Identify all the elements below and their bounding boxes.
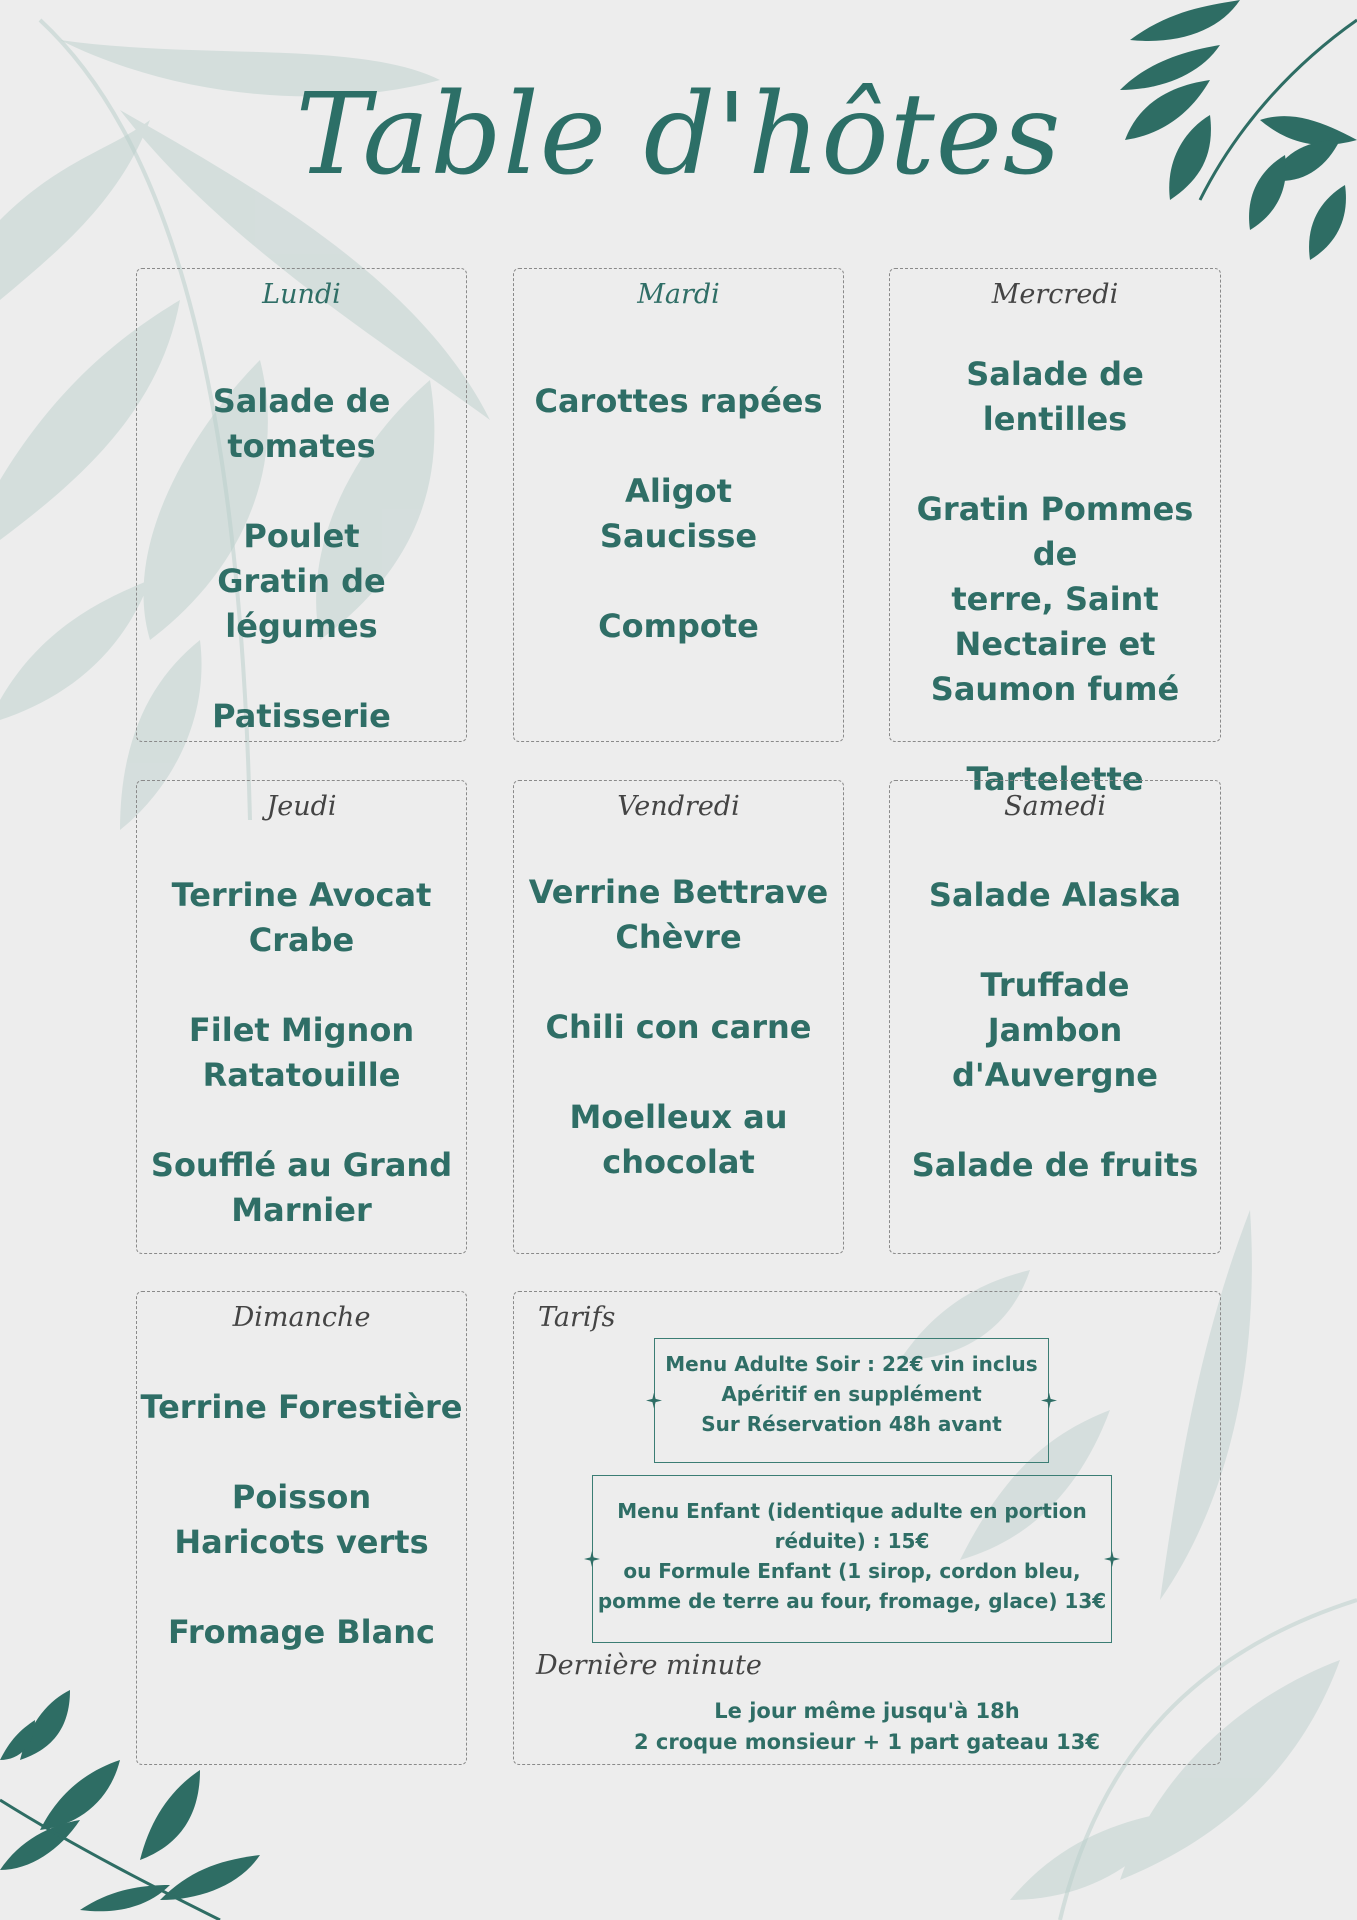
dessert: Patisserie [212, 697, 391, 735]
child-menu-line: réduite) : 15€ [774, 1529, 930, 1553]
main-course: Poisson Haricots verts [174, 1478, 429, 1561]
dessert: Moelleux au chocolat [569, 1098, 788, 1181]
main-course: Poulet Gratin de légumes [217, 517, 386, 645]
day-label: Lundi [262, 279, 341, 310]
dessert: Compote [598, 607, 759, 645]
day-card-dimanche [136, 1291, 467, 1765]
day-card-jeudi [136, 780, 467, 1254]
starter: Terrine Avocat Crabe [171, 876, 432, 959]
child-menu-line: pomme de terre au four, fromage, glace) 13€ [597, 1589, 1107, 1613]
adult-menu-line: Apéritif en supplément [721, 1382, 982, 1406]
child-menu-line: ou Formule Enfant (1 sirop, cordon bleu, [623, 1559, 1081, 1583]
day-card-samedi [889, 780, 1221, 1254]
tarifs-title: Tarifs [538, 1302, 616, 1333]
day-label: Jeudi [266, 791, 337, 822]
page-title: Table d'hôtes [295, 70, 1062, 200]
tarifs-card [513, 1291, 1221, 1765]
day-label: Dimanche [232, 1302, 371, 1333]
day-card-mardi [513, 268, 844, 742]
main-course: Truffade Jambon d'Auvergne [952, 966, 1158, 1094]
derniere-minute-title: Dernière minute [536, 1650, 762, 1681]
main-course: Chili con carne [545, 1008, 812, 1046]
day-label: Mercredi [991, 279, 1119, 310]
main-course: Gratin Pommes de terre, Saint Nectaire et Saumon fumé [916, 490, 1194, 708]
adult-menu-line: Sur Réservation 48h avant [701, 1412, 1002, 1436]
starter: Verrine Bettrave Chèvre [528, 873, 829, 956]
starter: Salade de tomates [212, 382, 391, 465]
day-label: Vendredi [617, 791, 740, 822]
adult-menu-box [654, 1338, 1049, 1463]
main-course: Filet Mignon Ratatouille [188, 1011, 415, 1094]
day-label: Mardi [637, 279, 720, 310]
day-label: Samedi [1003, 791, 1107, 822]
starter: Carottes rapées [534, 382, 823, 420]
child-menu-box [592, 1475, 1112, 1643]
day-card-mercredi [889, 268, 1221, 798]
dessert: Tartelette [966, 760, 1144, 798]
adult-menu-line: Menu Adulte Soir : 22€ vin inclus [665, 1352, 1038, 1376]
derniere-minute-text: Le jour même jusqu'à 18h 2 croque monsieur + 1 part gateau 13€ [634, 1699, 1100, 1754]
child-menu-line: Menu Enfant (identique adulte en portion [617, 1499, 1087, 1523]
day-card-lundi [136, 268, 467, 742]
dessert: Salade de fruits [911, 1146, 1199, 1184]
starter: Terrine Forestière [140, 1388, 463, 1426]
day-card-vendredi [513, 780, 844, 1254]
starter: Salade Alaska [928, 876, 1182, 914]
dessert: Fromage Blanc [168, 1613, 435, 1651]
main-course: Aligot Saucisse [599, 472, 758, 555]
starter: Salade de lentilles [966, 355, 1144, 438]
dessert: Soufflé au Grand Marnier [150, 1146, 453, 1229]
